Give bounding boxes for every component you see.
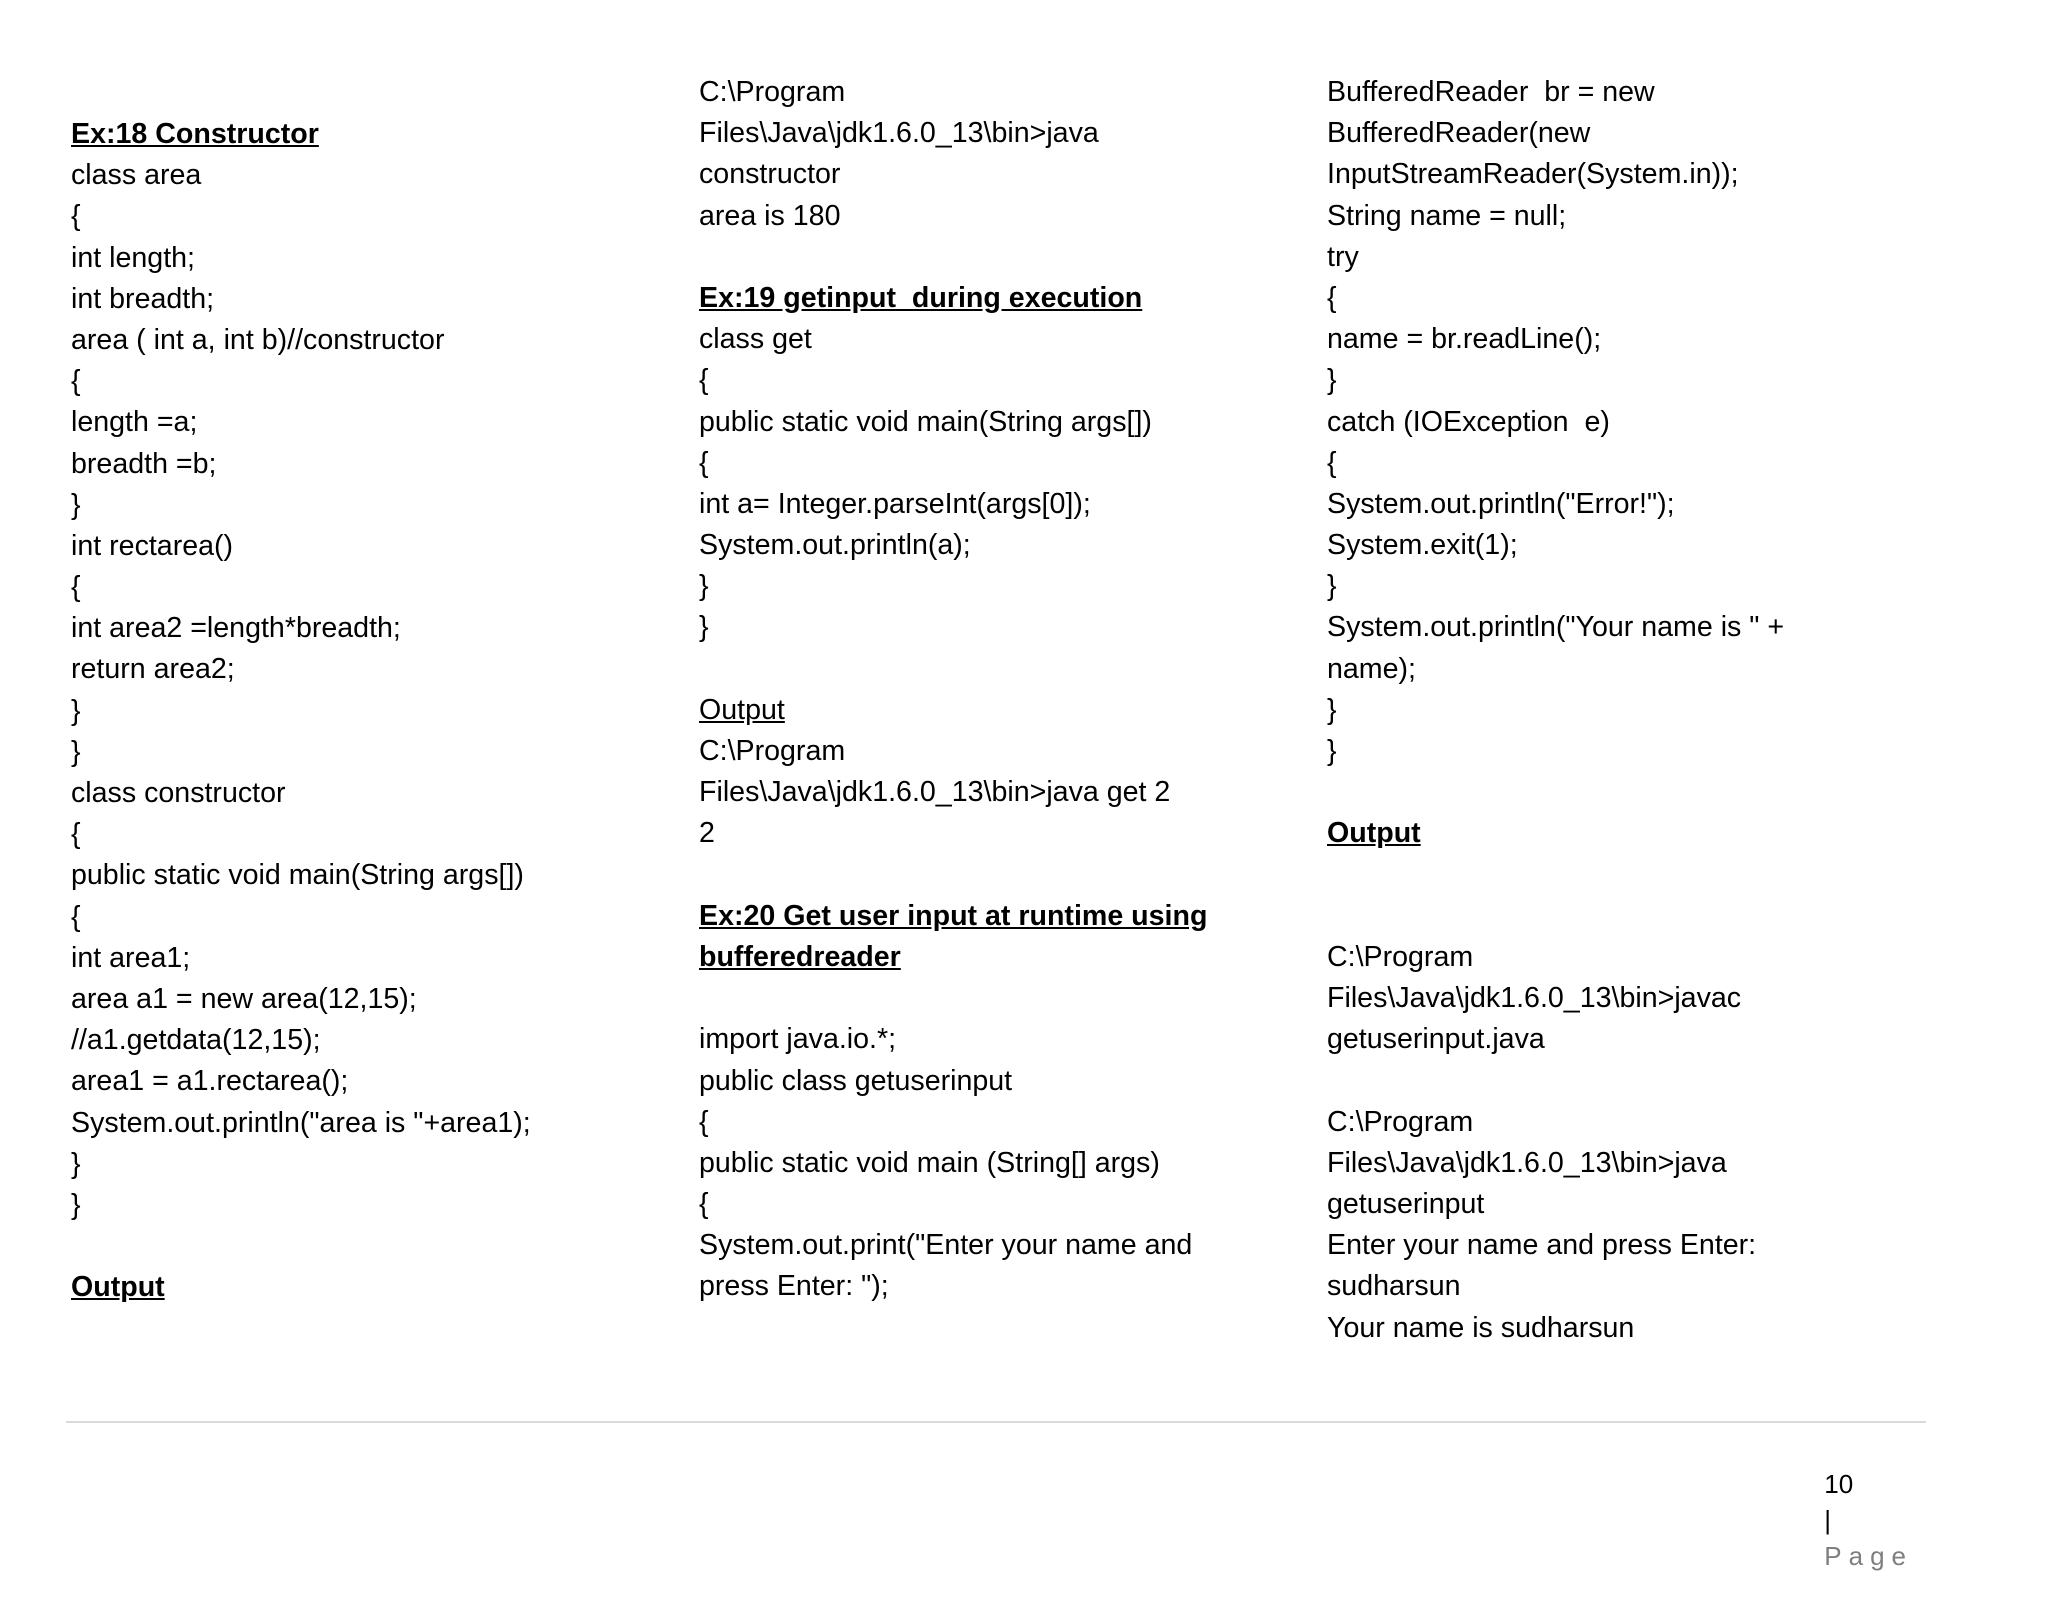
code-line: area a1 = new area(12,15); (71, 982, 417, 1015)
code-line: { (699, 1105, 709, 1138)
code-line: { (71, 818, 81, 851)
code-line: BufferedReader(new (1327, 117, 1591, 150)
code-line (699, 855, 1299, 896)
code-line: } (71, 1188, 81, 1221)
code-line: } (71, 1147, 81, 1180)
code-line (699, 649, 1299, 690)
code-line: C:\Program (699, 735, 846, 767)
page-label: Page (1824, 1541, 1913, 1571)
code-line: Files\Java\jdk1.6.0_13\bin>java (1327, 1146, 1727, 1179)
code-line: import java.io.*; (699, 1023, 897, 1056)
code-line: area ( int a, int b)//constructor (71, 323, 445, 356)
code-line: { (699, 446, 709, 479)
code-line: int rectarea() (71, 529, 234, 562)
code-line: int area1; (71, 941, 191, 974)
code-line: name); (1327, 652, 1416, 685)
code-line: public static void main(String args[]) (699, 405, 1152, 438)
code-line: public static void main(String args[]) (71, 859, 524, 892)
code-line (1327, 855, 1927, 896)
code-line: constructor (699, 158, 841, 191)
code-line: area1 = a1.rectarea(); (71, 1065, 349, 1098)
code-line: name = br.readLine(); (1327, 323, 1602, 356)
code-line: public class getuserinput (699, 1064, 1013, 1097)
code-line: Enter your name and press Enter: (1327, 1229, 1757, 1262)
code-line (699, 978, 1299, 1019)
column-right (1327, 72, 1927, 1349)
code-line: System.out.println("area is "+area1); (71, 1106, 531, 1139)
code-line: } (699, 611, 709, 644)
page-footer (1795, 1430, 1913, 1610)
code-line: class constructor (71, 777, 286, 809)
code-line: } (1327, 693, 1337, 726)
section-heading: Ex:19 getinput during execution (699, 281, 1143, 314)
code-line: Output (699, 693, 785, 726)
code-line: { (1327, 446, 1337, 479)
code-line: System.out.println("Your name is " + (1327, 611, 1785, 644)
code-line: System.out.println("Error!"); (1327, 487, 1675, 520)
code-line: } (1327, 570, 1337, 603)
page-separator: | (1824, 1505, 1832, 1535)
code-line: public static void main (String[] args) (699, 1146, 1160, 1179)
code-line: System.exit(1); (1327, 529, 1518, 562)
footer-divider (66, 1421, 1926, 1423)
code-line: { (71, 200, 81, 233)
code-line: { (71, 571, 81, 604)
section-heading: Output (71, 1271, 165, 1304)
code-line: area is 180 (699, 199, 841, 232)
code-line: { (699, 1188, 709, 1221)
code-line: Files\Java\jdk1.6.0_13\bin>java get 2 (699, 776, 1171, 809)
code-line: Your name is sudharsun (1327, 1311, 1635, 1344)
code-line: breadth =b; (71, 447, 217, 480)
code-line (1327, 896, 1927, 937)
code-line: catch (IOException e) (1327, 405, 1610, 438)
code-line: String name = null; (1327, 199, 1567, 232)
section-heading: Ex:18 Constructor (71, 118, 319, 150)
code-line: { (1327, 281, 1337, 314)
code-line: int a= Integer.parseInt(args[0]); (699, 487, 1091, 520)
column-left (71, 114, 671, 1308)
code-line: class get (699, 323, 812, 356)
code-line: } (71, 735, 81, 768)
code-line (71, 1226, 671, 1267)
code-line: BufferedReader br = new (1327, 76, 1655, 108)
code-line: C:\Program (1327, 940, 1474, 973)
code-line: class area (71, 159, 202, 192)
code-line: } (71, 488, 81, 521)
code-line: sudharsun (1327, 1270, 1461, 1303)
code-line: 2 (699, 817, 715, 850)
code-line: int breadth; (71, 282, 215, 315)
code-line: int length; (71, 241, 195, 274)
section-heading: Output (1327, 817, 1421, 850)
code-line: getuserinput (1327, 1188, 1485, 1221)
code-line: } (1327, 364, 1337, 397)
code-line: InputStreamReader(System.in)); (1327, 158, 1739, 191)
code-line: Files\Java\jdk1.6.0_13\bin>javac (1327, 982, 1742, 1015)
code-line: Files\Java\jdk1.6.0_13\bin>java (699, 117, 1099, 150)
code-line: } (699, 570, 709, 603)
code-line (699, 237, 1299, 278)
code-line: } (1327, 735, 1337, 767)
column-middle (699, 72, 1299, 1308)
code-line: getuserinput.java (1327, 1023, 1545, 1056)
code-line: //a1.getdata(12,15); (71, 1024, 321, 1057)
code-line (1327, 1061, 1927, 1102)
code-line: System.out.print("Enter your name and (699, 1229, 1193, 1262)
code-line: length =a; (71, 406, 198, 439)
code-line: C:\Program (699, 76, 846, 108)
code-line: System.out.println(a); (699, 529, 971, 562)
code-line: return area2; (71, 653, 235, 686)
section-heading: Ex:20 Get user input at runtime using (699, 899, 1208, 932)
code-line: { (71, 365, 81, 398)
code-line: try (1327, 240, 1359, 273)
code-line: press Enter: "); (699, 1270, 889, 1303)
code-line: } (71, 694, 81, 727)
page-number: 10 (1824, 1469, 1854, 1499)
code-line: int area2 =length*breadth; (71, 612, 401, 645)
code-line (1327, 772, 1927, 813)
section-heading: bufferedreader (699, 940, 901, 973)
code-line: { (71, 900, 81, 933)
code-line: C:\Program (1327, 1105, 1474, 1138)
code-line: { (699, 364, 709, 397)
